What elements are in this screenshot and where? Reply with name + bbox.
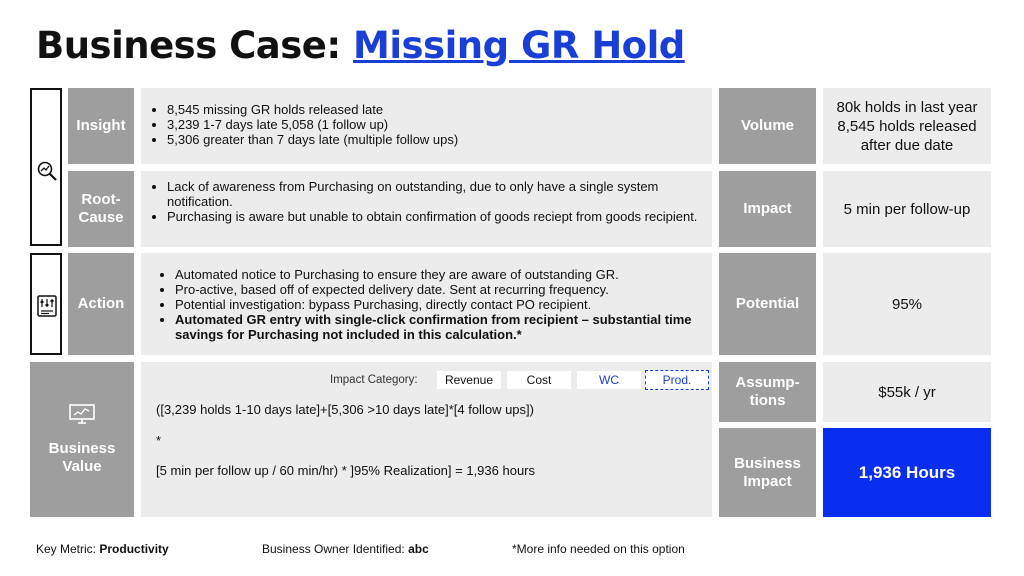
monitor-chart-icon: [68, 403, 96, 430]
page-title: [36, 24, 685, 67]
owner-value: abc: [408, 542, 429, 556]
impact-value-text: 5 min per follow-up: [843, 200, 971, 218]
key-metric: [36, 542, 169, 556]
assumptions-label: Assump-tions: [735, 374, 800, 409]
owner-label: Business Owner Identified:: [262, 542, 409, 556]
action-bullets: [153, 267, 704, 342]
business-value-label: Business Value: [48, 440, 116, 475]
potential-value: [823, 253, 991, 355]
impact-header: [719, 171, 816, 247]
insight-content: [141, 88, 712, 164]
formula-line-2: *: [156, 433, 162, 448]
key-metric-label: Key Metric:: [36, 542, 100, 556]
action-content: [141, 253, 712, 355]
business-impact-value-text: 1,936 Hours: [858, 463, 956, 482]
volume-value-text: 80k holds in last year 8,545 holds released after due date: [836, 98, 978, 154]
potential-value-text: 95%: [891, 295, 923, 313]
list-item: • 5,306 greater than 7 days late (multiple follow ups): [167, 132, 704, 147]
volume-value: [823, 88, 991, 164]
volume-label: Volume: [740, 117, 795, 134]
impact-label: Impact: [743, 200, 792, 217]
potential-header: [719, 253, 816, 355]
key-metric-value: Productivity: [99, 542, 169, 556]
business-value-header: [30, 362, 134, 517]
category-cost-chip[interactable]: Cost: [507, 371, 571, 389]
insight-label: Insight: [76, 117, 126, 134]
potential-label: Potential: [735, 295, 800, 312]
impact-value: [823, 171, 991, 247]
business-impact-header: [719, 428, 816, 517]
root-cause-header: [68, 171, 134, 247]
root-cause-label: Root-Cause: [78, 191, 124, 226]
insight-icon-frame: [30, 88, 62, 246]
list-item: • Automated notice to Purchasing to ensure they are aware of outstanding GR.: [175, 267, 704, 282]
list-item: • Pro-active, based off of expected delivery date. Sent at recurring frequency.: [175, 282, 704, 297]
action-header: [68, 253, 134, 355]
insight-bullets: [145, 102, 704, 147]
insight-header: [68, 88, 134, 164]
volume-header: [719, 88, 816, 164]
title-highlight[interactable]: Missing GR Hold: [353, 24, 685, 67]
title-prefix: Business Case:: [36, 24, 354, 67]
formula-line-3: [5 min per follow up / 60 min/hr) * ]95% Realization] = 1,936 hours: [156, 463, 536, 478]
business-impact-label: Business Impact: [734, 454, 801, 490]
category-prod-chip[interactable]: Prod.: [645, 370, 709, 390]
list-item: • 3,239 1-7 days late 5,058 (1 follow up): [167, 117, 704, 132]
root-cause-content: [141, 171, 712, 247]
list-item: • Purchasing is aware but unable to obtain confirmation of goods reciept from goods recipient.: [167, 209, 704, 224]
assumptions-header: [719, 362, 816, 422]
action-label: Action: [77, 295, 125, 312]
assumptions-value-text: $55k / yr: [878, 383, 936, 401]
root-cause-bullets: [145, 179, 704, 224]
formula-line-1: ([3,239 holds 1-10 days late]+[5,306 >10 days late]*[4 follow ups]): [156, 402, 534, 417]
magnifier-chart-icon: [36, 160, 58, 182]
assumptions-value: [823, 362, 991, 422]
business-owner: [262, 542, 429, 556]
footnote: *More info needed on this option: [512, 542, 685, 556]
impact-category-label: Impact Category:: [330, 374, 418, 386]
category-wc-chip[interactable]: WC: [577, 371, 641, 389]
category-revenue-chip[interactable]: Revenue: [437, 371, 501, 389]
list-item: • Lack of awareness from Purchasing on outstanding, due to only have a single system notification.: [167, 179, 704, 209]
automation-panel-icon: [37, 295, 57, 317]
business-value-content: [141, 362, 712, 517]
action-icon-frame: [30, 253, 62, 355]
list-item-bold: • Automated GR entry with single-click confirmation from recipient – substantial time savings for Purchasing not included in this calculation.*: [175, 312, 704, 342]
list-item: • Potential investigation: bypass Purchasing, directly contact PO recipient.: [175, 297, 704, 312]
business-impact-value: [823, 428, 991, 517]
list-item: • 8,545 missing GR holds released late: [167, 102, 704, 117]
